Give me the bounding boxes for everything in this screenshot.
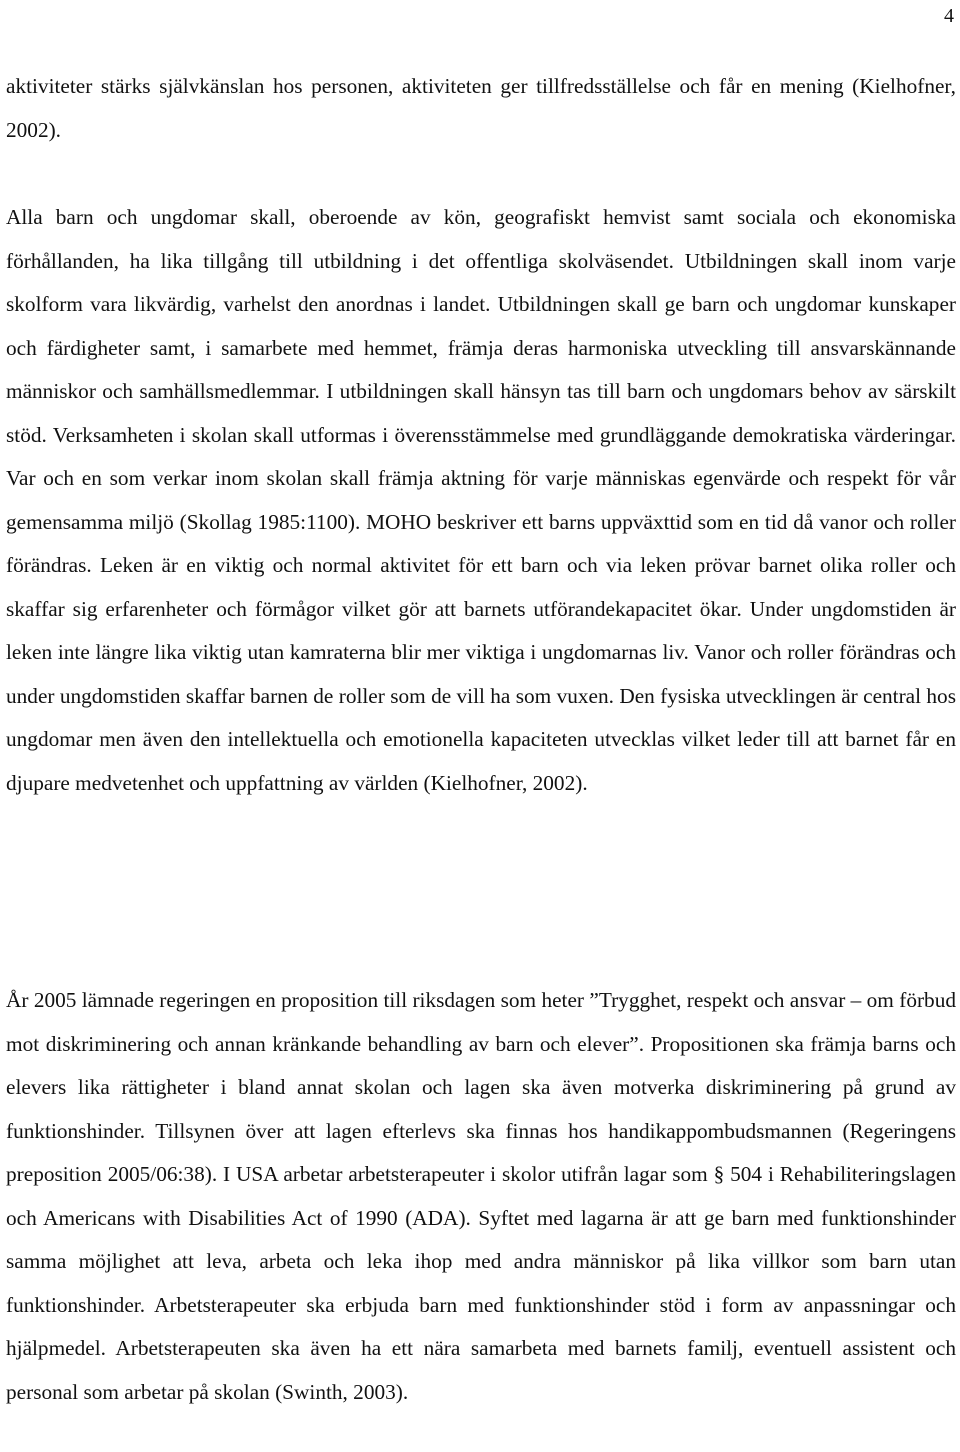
paragraph-education-law: Alla barn och ungdomar skall, oberoende av kön, geografiskt hemvist samt sociala och ekonomiska förhållanden, ha lika tillgång till utbildning i det offentliga skolväsendet. Utbildningen skall inom varje skolform vara likvärdig, varhelst den anordnas i landet. Utbildningen skall ge barn och ungdomar kunskaper och färdigheter samt, i samarbete med hemmet, främja deras harmoniska utveckling till ansvarskännande människor och samhällsmedlemmar. I utbildningen skall hänsyn tas till barn och ungdomars behov av särskilt stöd. Verksamheten i skolan skall utformas i överensstämmelse med grundläggande demokratiska värderingar. Var och en som verkar inom skolan skall främja aktning för varje människas egenvärde och respekt för vår gemensamma miljö (Skollag 1985:1100). MOHO beskriver ett barns uppväxttid som en tid då vanor och roller förändras. Leken är en viktig och normal aktivitet för ett barn och via leken prövar barnet olika roller och skaffar sig erfarenheter och förmågor vilket gör att barnets utförandekapacitet ökar. Under ungdomstiden är leken inte längre lika viktig utan kamraterna blir mer viktiga i ungdomarnas liv. Vanor och roller förändras och under ungdomstiden skaffar barnen de roller som de vill ha som vuxen. Den fysiska utvecklingen är central hos ungdomar men även den intellektuella och emotionella kapaciteten utvecklas vilket leder till att barnet får en djupare medvetenhet och uppfattning av världen (Kielhofner, 2002). bbox=[6, 205, 956, 795]
paragraph-activity-selfesteem: aktiviteter stärks självkänslan hos personen, aktiviteten ger tillfredsställelse och får en mening (Kielhofner, 2002). bbox=[6, 74, 956, 142]
page-number: 4 bbox=[944, 5, 954, 27]
paragraph-discrimination-proposition: År 2005 lämnade regeringen en proposition till riksdagen som heter ”Trygghet, respekt och ansvar – om förbud mot diskriminering och annan kränkande behandling av barn och elever”. Propositionen ska främja barns och elevers lika rättigheter i bland annat skolan och lagen ska även motverka diskriminering på grund av funktionshinder. Tillsynen över att lagen efterlevs ska finnas hos handikappombudsmannen (Regeringens preposition 2005/06:38). I USA arbetar arbetsterapeuter i skolor utifrån lagar som § 504 i Rehabiliteringslagen och Americans with Disabilities Act of 1990 (ADA). Syftet med lagarna är att ge barn med funktionshinder samma möjlighet att leva, arbeta och leka ihop med andra människor på lika villkor som barn utan funktionshinder. Arbetsterapeuter ska erbjuda barn med funktionshinder stöd i form av anpassningar och hjälpmedel. Arbetsterapeuten ska även ha ett nära samarbeta med barnets familj, eventuell assistent och personal som arbetar på skolan (Swinth, 2003). bbox=[6, 988, 956, 1404]
